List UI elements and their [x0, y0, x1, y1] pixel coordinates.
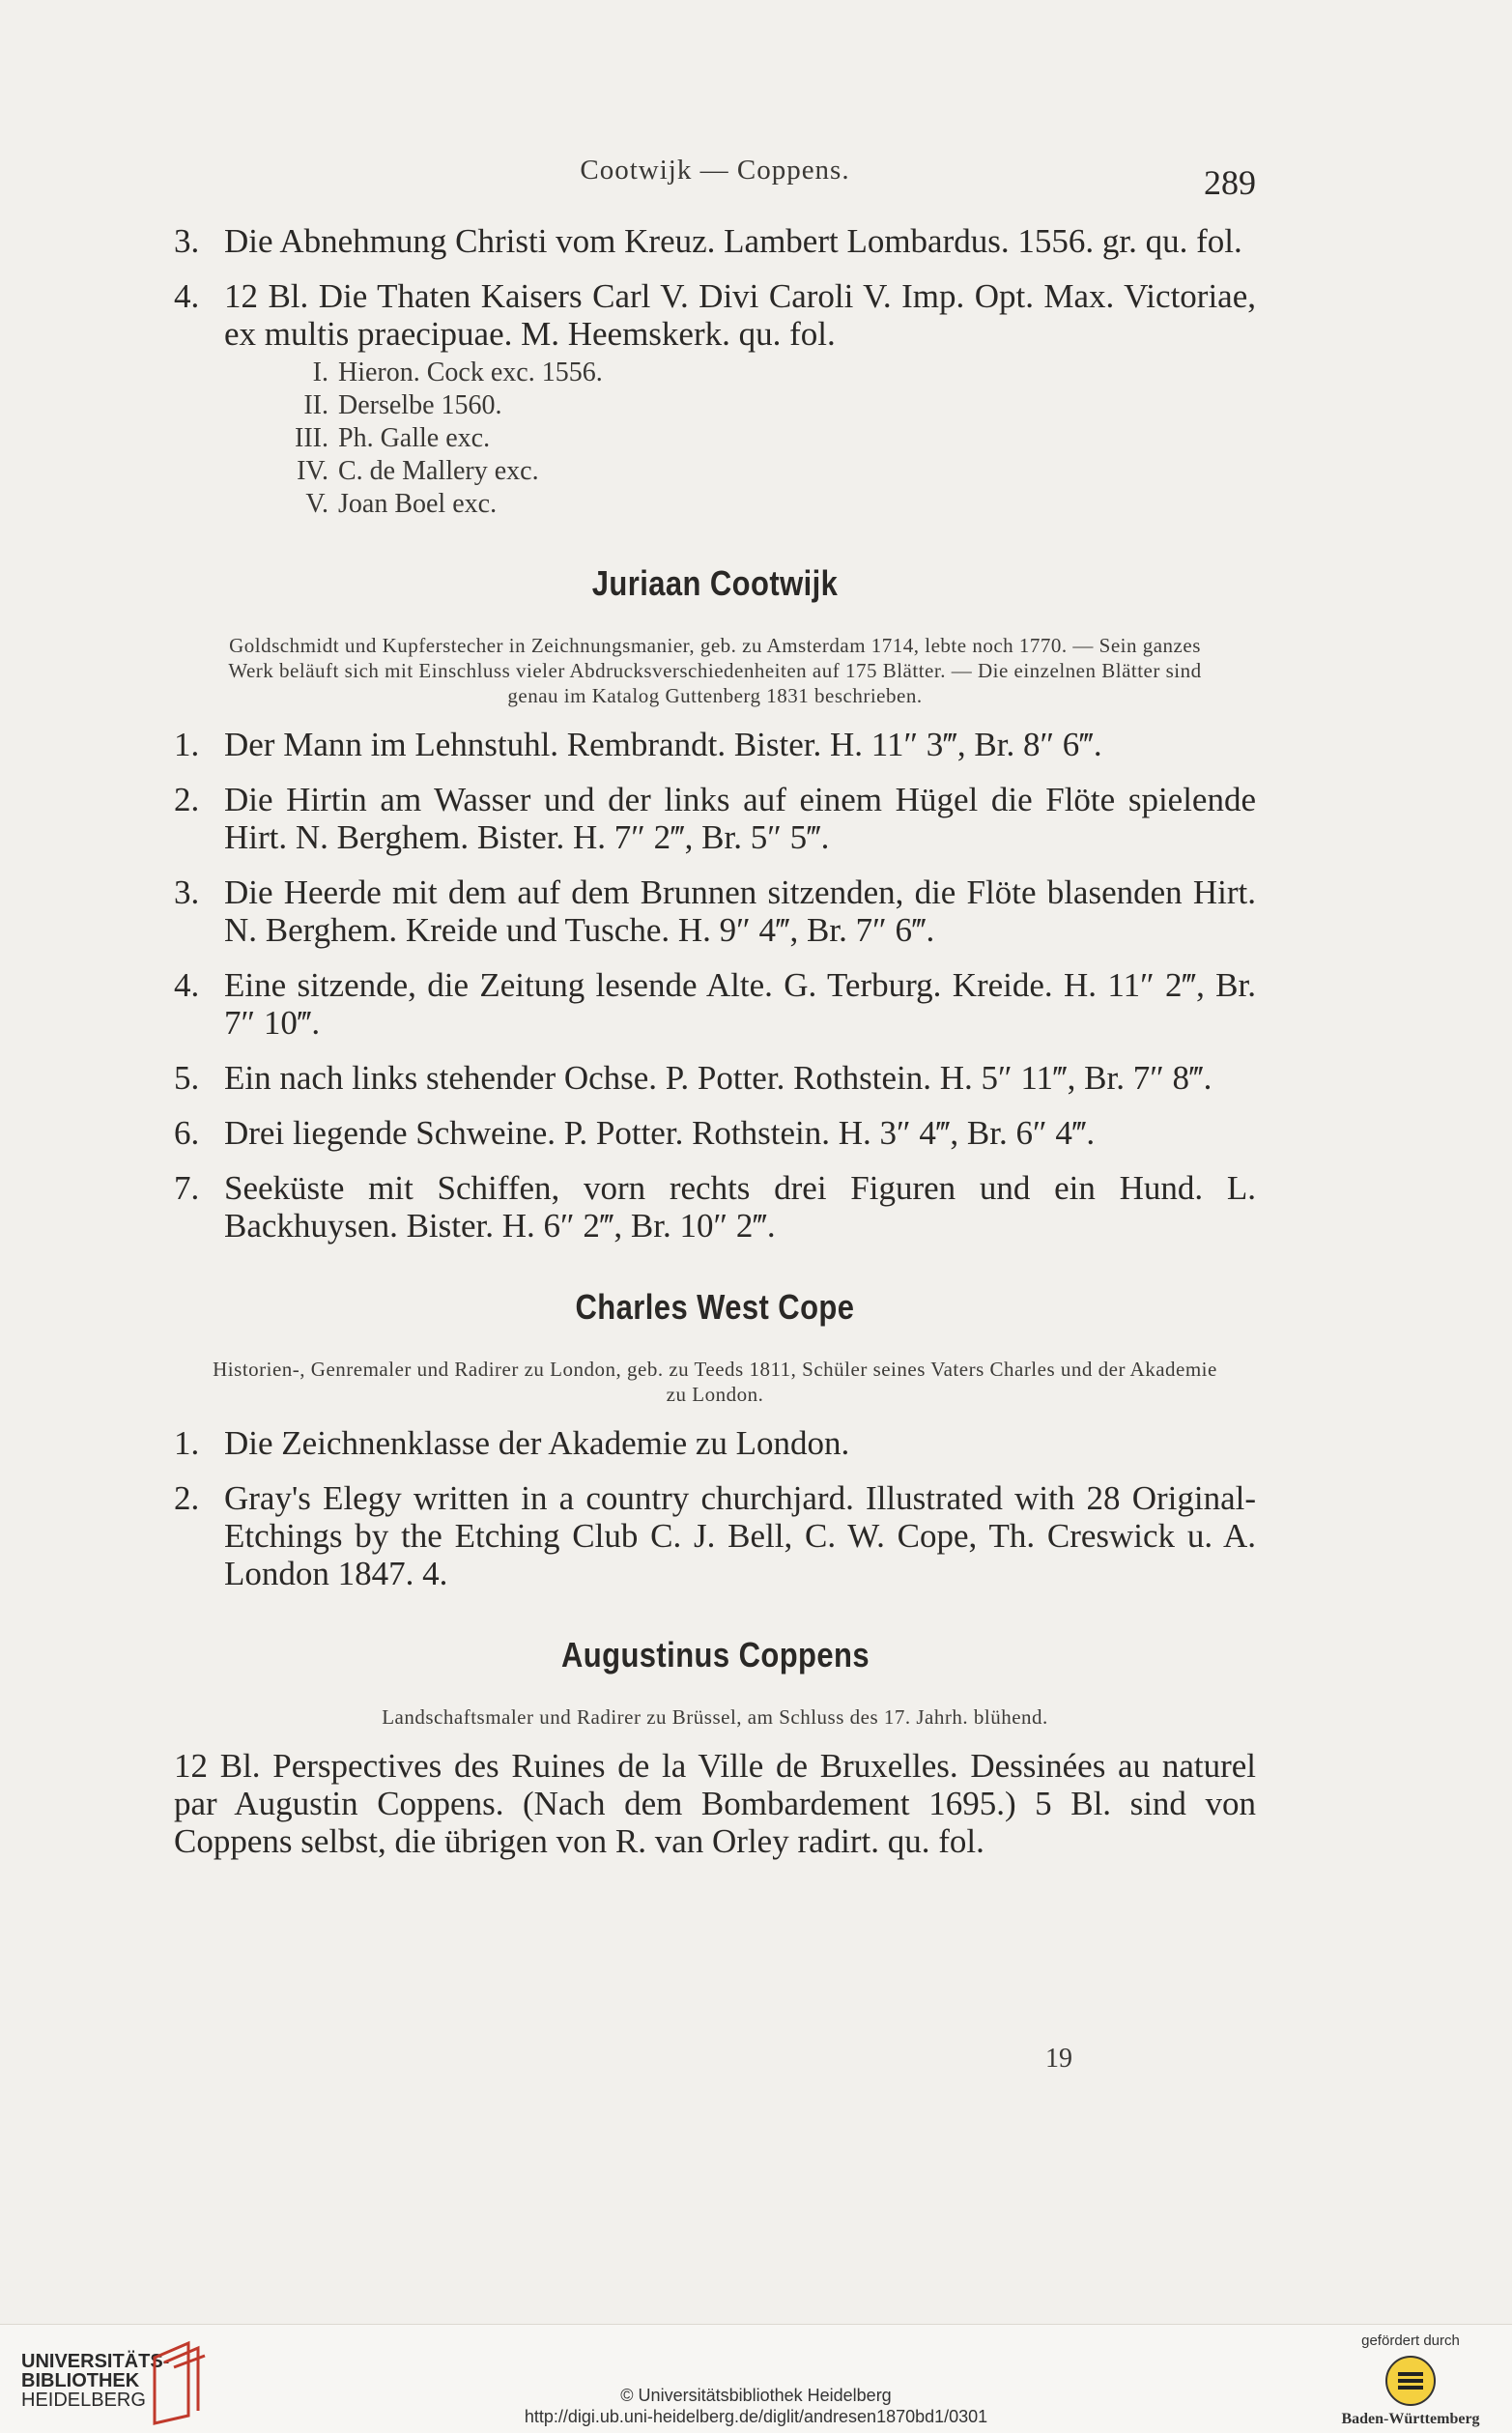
- state-number: II.: [303, 390, 328, 420]
- state-number: III.: [295, 423, 328, 453]
- item-text: 12 Bl. Perspectives des Ruines de la Ville de Bruxelles. Dessinées au naturel par Augustin Coppens. (Nach dem Bombardement 1695.) 5 Bl. sind von Coppens selbst, die übrigen von R. van Orley radirt. qu. fol.: [174, 1747, 1256, 1860]
- item-number: 1.: [174, 1424, 200, 1462]
- section-heading: [174, 1287, 1256, 1328]
- library-line: UNIVERSITÄTS-: [21, 2351, 170, 2372]
- item-number: 7.: [174, 1169, 200, 1207]
- artist-name: Charles West Cope: [575, 1287, 855, 1327]
- copyright-text: © Universitätsbibliothek Heidelberg: [620, 2386, 892, 2405]
- state-number: IV.: [297, 456, 328, 486]
- item-text: Die Heerde mit dem auf dem Brunnen sitzenden, die Flöte blasenden Hirt. N. Berghem. Kreide und Tusche. H. 9″ 4‴, Br. 7″ 6‴.: [224, 873, 1256, 949]
- item-number: 5.: [174, 1059, 200, 1097]
- item-text: Die Hirtin am Wasser und der links auf einem Hügel die Flöte spielende Hirt. N. Berghem. Bister. H. 7″ 2‴, Br. 5″ 5‴.: [224, 781, 1256, 856]
- state-number: I.: [312, 358, 328, 387]
- item-text: 12 Bl. Die Thaten Kaisers Carl V. Divi Caroli V. Imp. Opt. Max. Victoriae, ex multis praecipuae. M. Heemskerk. qu. fol.: [224, 277, 1256, 353]
- list-item: [174, 1059, 1256, 1097]
- list-item: [174, 1114, 1256, 1152]
- state-text: C. de Mallery exc.: [338, 456, 539, 486]
- artist-bio: Goldschmidt und Kupferstecher in Zeichnungsmanier, geb. zu Amsterdam 1714, lebte noch 1770. — Sein ganzes Werk beläuft sich mit Einschluss vieler Abdrucksverschiedenheiten auf 175 Blätter. — Die einzelnen Blätter sind genau im Katalog Guttenberg 1831 beschrieben.: [228, 634, 1202, 707]
- sponsor-block: [1328, 2333, 1493, 2428]
- list-item: [174, 1424, 1256, 1462]
- list-item: [174, 873, 1256, 949]
- item-text: Seeküste mit Schiffen, vorn rechts drei Figuren und ein Hund. L. Backhuysen. Bister. H. 6″ 2‴, Br. 10″ 2‴.: [224, 1169, 1256, 1245]
- list-item: [174, 222, 1256, 260]
- state-line: [174, 455, 1256, 488]
- item-number: 6.: [174, 1114, 200, 1152]
- state-text: Joan Boel exc.: [338, 489, 498, 519]
- artist-bio: Landschaftsmaler und Radirer zu Brüssel, am Schluss des 17. Jahrh. blühend.: [382, 1705, 1048, 1729]
- artist-bio: Historien-, Genremaler und Radirer zu London, geb. zu Teeds 1811, Schüler seines Vaters Charles und der Akademie zu London.: [213, 1358, 1217, 1406]
- section-heading: [174, 563, 1256, 604]
- permalink[interactable]: http://digi.ub.uni-heidelberg.de/diglit/andresen1870bd1/0301: [524, 2407, 988, 2426]
- state-line: [174, 357, 1256, 389]
- page-header: [174, 155, 1256, 203]
- item-number: 3.: [174, 873, 200, 911]
- sponsor-name: Baden-Württemberg: [1341, 2411, 1480, 2427]
- state-crest-icon: [1384, 2355, 1437, 2407]
- item-text: Drei liegende Schweine. P. Potter. Rothstein. H. 3″ 4‴, Br. 6″ 4‴.: [224, 1114, 1096, 1152]
- library-line: HEIDELBERG: [21, 2390, 146, 2411]
- state-text: Hieron. Cock exc. 1556.: [338, 358, 603, 387]
- item-number: 2.: [174, 1479, 200, 1517]
- footer-bar: [0, 2324, 1512, 2433]
- item-number: 4.: [174, 277, 200, 315]
- list-item: [174, 1479, 1256, 1592]
- state-number: V.: [305, 489, 328, 519]
- item-text: Der Mann im Lehnstuhl. Rembrandt. Bister. H. 11″ 3‴, Br. 8″ 6‴.: [224, 726, 1102, 763]
- page-content: [174, 222, 1256, 1877]
- item-text: Die Abnehmung Christi vom Kreuz. Lambert Lombardus. 1556. gr. qu. fol.: [224, 222, 1242, 260]
- list-item: [174, 277, 1256, 353]
- section-heading: [174, 1635, 1256, 1675]
- item-number: 1.: [174, 726, 200, 763]
- item-number: 3.: [174, 222, 200, 260]
- page-number: 289: [1204, 163, 1256, 202]
- list-item: [174, 726, 1256, 763]
- sponsor-label: gefördert durch: [1361, 2333, 1460, 2349]
- item-text: Gray's Elegy written in a country churchjard. Illustrated with 28 Original-Etchings by the Etching Club C. J. Bell, C. W. Cope, Th. Creswick u. A. London 1847. 4.: [224, 1479, 1256, 1592]
- item-number: 4.: [174, 966, 200, 1004]
- state-text: Ph. Galle exc.: [338, 423, 491, 453]
- list-item: [174, 966, 1256, 1042]
- artist-name: Augustinus Coppens: [560, 1635, 870, 1674]
- item-number: 2.: [174, 781, 200, 818]
- item-text: Die Zeichnenklasse der Akademie zu London.: [224, 1424, 850, 1462]
- item-text: Ein nach links stehender Ochse. P. Potter. Rothstein. H. 5″ 11‴, Br. 7″ 8‴.: [224, 1059, 1212, 1097]
- state-line: [174, 422, 1256, 455]
- item-text: Eine sitzende, die Zeitung lesende Alte. G. Terburg. Kreide. H. 11″ 2‴, Br. 7″ 10‴.: [224, 966, 1256, 1042]
- library-line: BIBLIOTHEK: [21, 2370, 140, 2391]
- list-item: [174, 1747, 1256, 1860]
- list-item: [174, 1169, 1256, 1245]
- state-text: Derselbe 1560.: [338, 390, 502, 420]
- state-line: [174, 389, 1256, 422]
- state-line: [174, 488, 1256, 521]
- running-title: Cootwijk — Coppens.: [580, 155, 850, 186]
- artist-name: Juriaan Cootwijk: [591, 563, 839, 603]
- signature-mark: 19: [1045, 2044, 1072, 2074]
- copyright-block: [0, 2385, 1512, 2427]
- list-item: [174, 781, 1256, 856]
